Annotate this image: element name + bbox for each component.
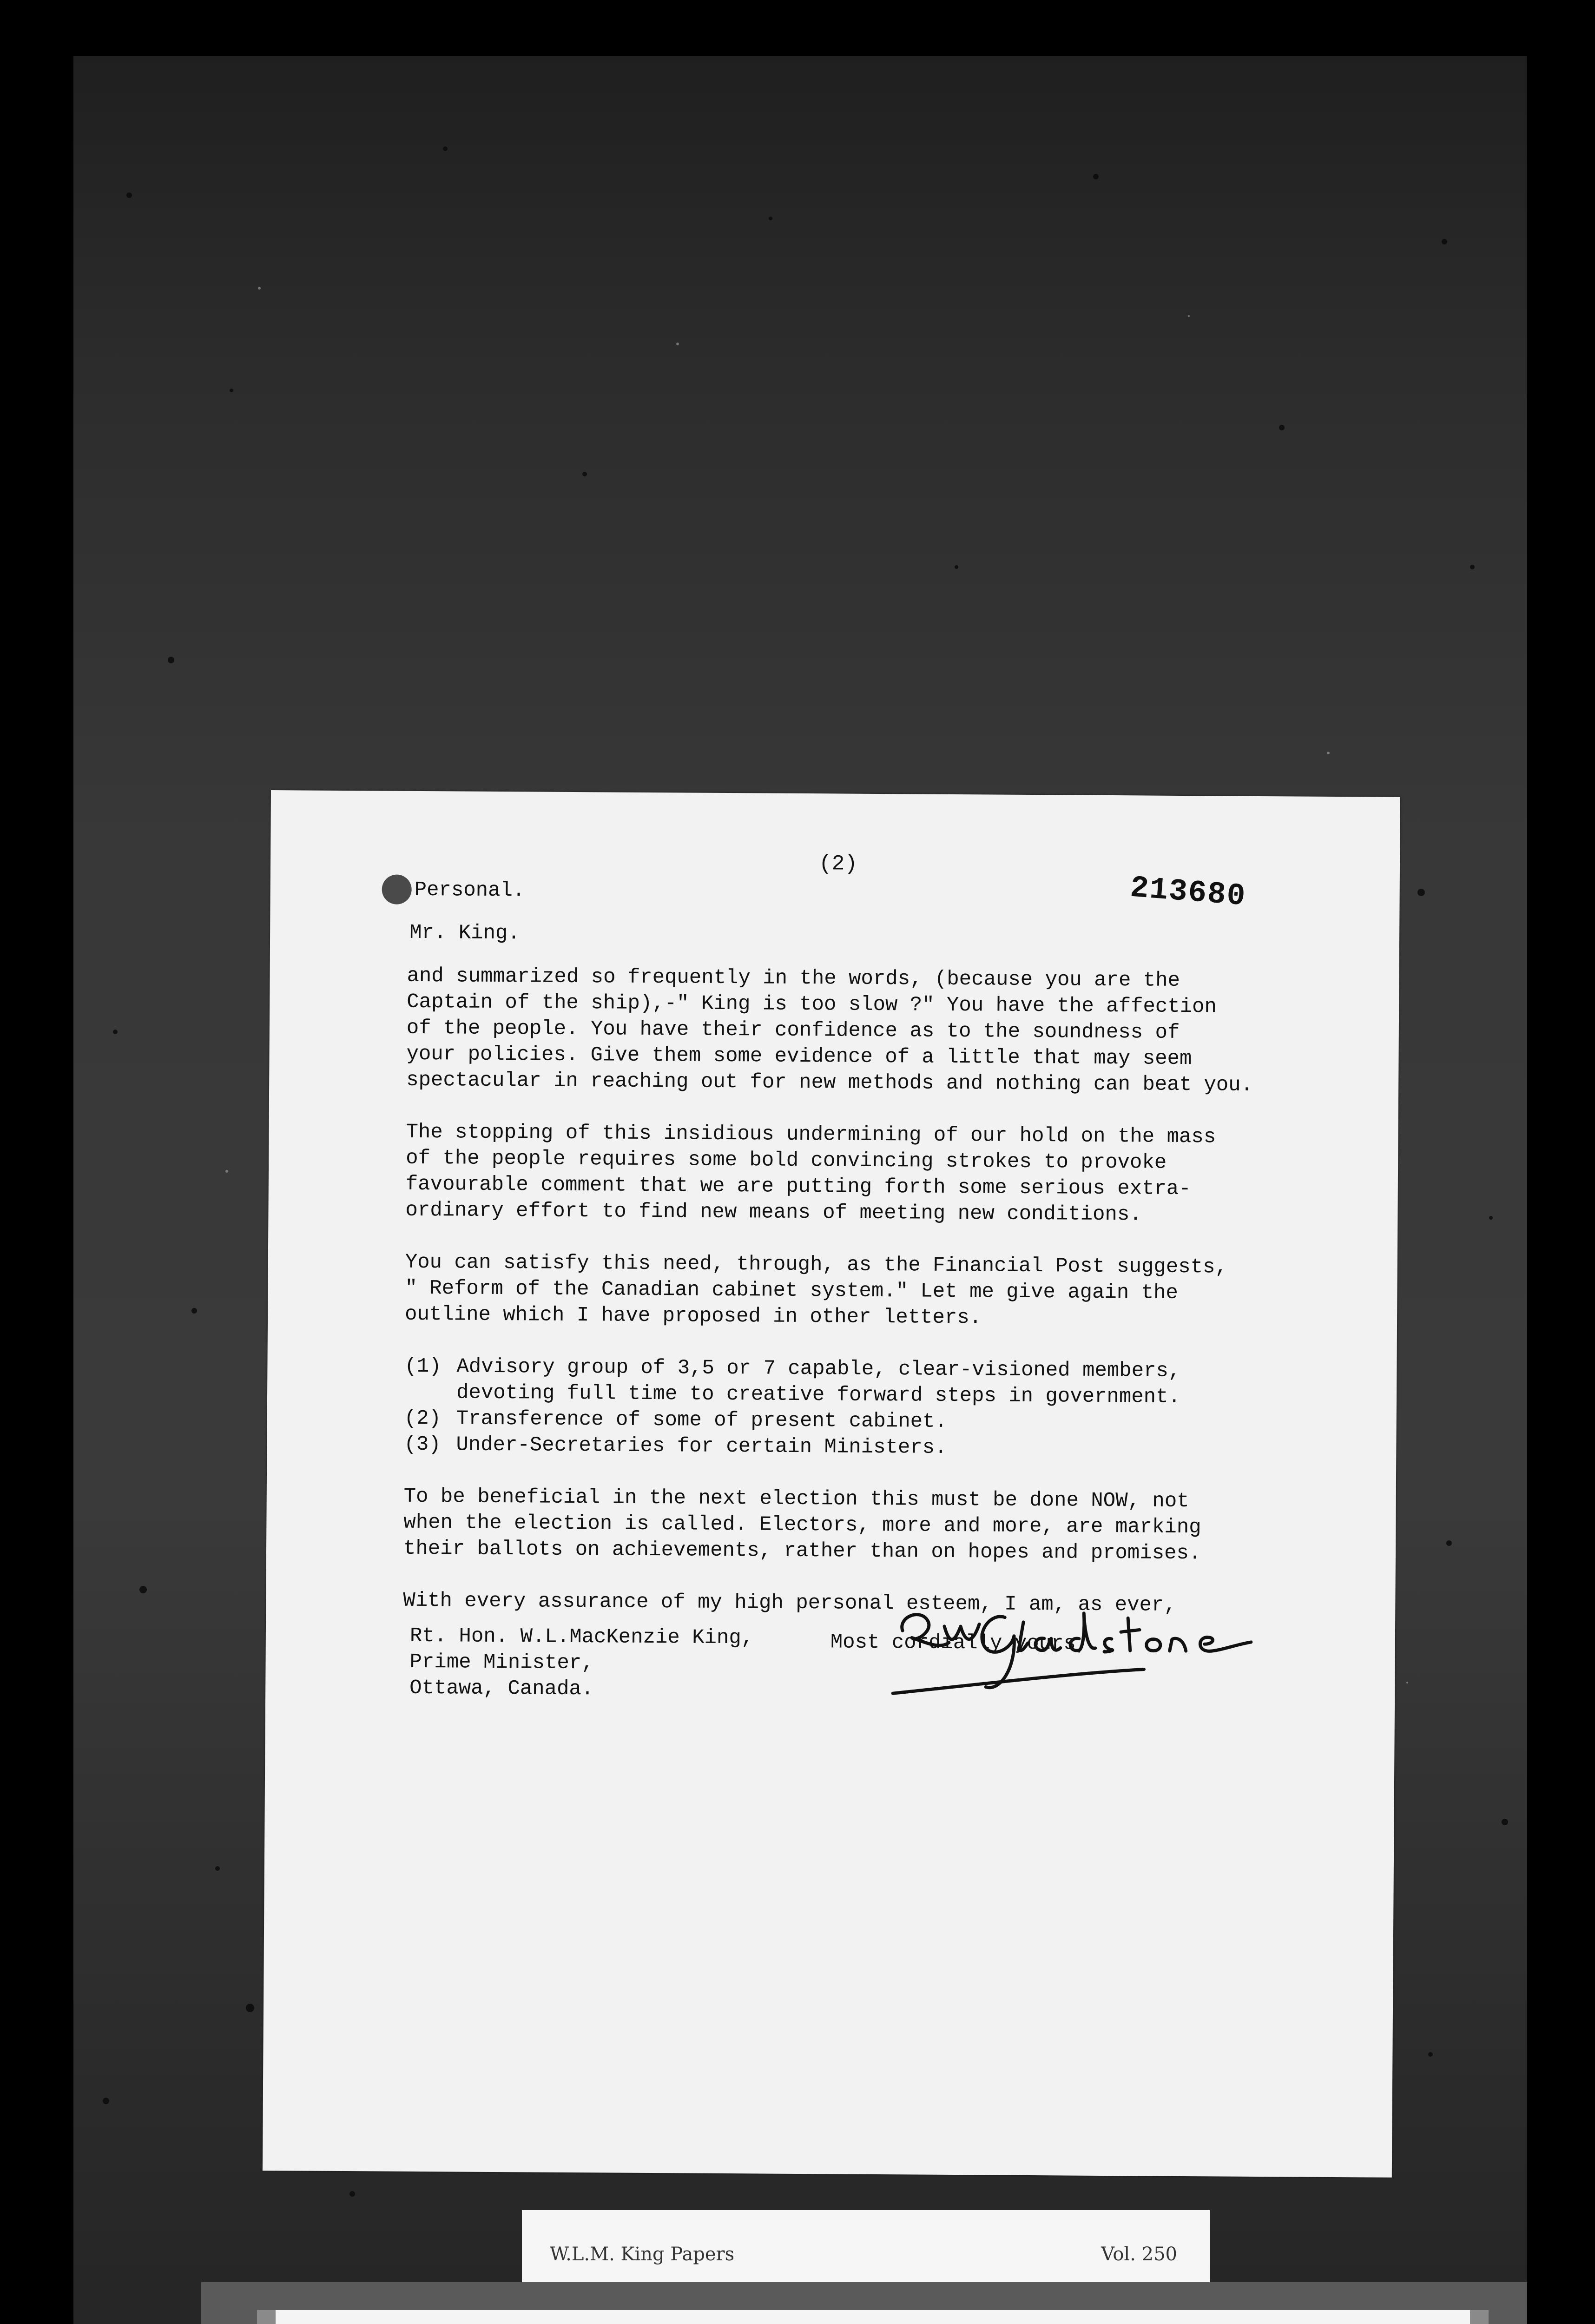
list-item-number: (3) xyxy=(404,1433,441,1457)
microfilm-mount-background xyxy=(73,56,1527,2324)
address-line: Ottawa, Canada. xyxy=(409,1676,594,1701)
card-edge-left xyxy=(257,2310,276,2324)
page-number: (2) xyxy=(818,852,858,876)
volume-number: Vol. 250 xyxy=(1101,2244,1177,2265)
proposal-list xyxy=(404,1353,1390,1464)
archive-card xyxy=(257,2310,1489,2324)
personal-marking: Personal. xyxy=(414,878,525,903)
closing-line: Most cordially yours, xyxy=(830,1631,1088,1656)
punch-hole xyxy=(382,874,412,904)
letter-body xyxy=(403,963,1392,1659)
archive-card-frame xyxy=(201,2282,1527,2324)
letter-page xyxy=(263,790,1400,2178)
salutation: Mr. King. xyxy=(409,921,520,945)
list-item-number: (1) xyxy=(404,1354,442,1379)
handwritten-signature xyxy=(883,1598,1265,1707)
list-item-text: Transference of some of present cabinet. xyxy=(456,1407,948,1433)
address-line: Prime Minister, xyxy=(409,1650,594,1675)
list-item-number: (2) xyxy=(404,1406,442,1431)
assurance-line: With every assurance of my high personal esteem, I am, as ever, xyxy=(403,1589,1176,1617)
recipient-address xyxy=(409,1623,753,1703)
list-item xyxy=(404,1353,1390,1412)
card-edge-right xyxy=(1470,2310,1489,2324)
address-line: Rt. Hon. W.L.MacKenzie King, xyxy=(409,1624,754,1650)
paragraph: To be beneficial in the next election this must be done NOW, not when the election is called. Electors, more and more, are marking their ballots on achievements, rather than on hopes and promises. xyxy=(403,1485,1201,1565)
paragraph: The stopping of this insidious undermining of our hold on the mass of the people requires some bold convincing strokes to provoke favourable comment that we are putting forth some serious extra- ordinary effort to find new means of meeting new conditions. xyxy=(405,1120,1216,1227)
paragraph: and summarized so frequently in the words, (because you are the Captain of the ship),-" King is too slow ?" You have the affection of the people. You have their confidence as to the soundness of your policies. Give them some evidence of a little that may seem spectacular in reaching out for new methods and nothing can beat you. xyxy=(406,964,1253,1097)
list-item xyxy=(404,1432,1389,1464)
list-item-text: Advisory group of 3,5 or 7 capable, clear-visioned members, devoting full time to creative forward steps in government. xyxy=(456,1355,1181,1409)
paragraph: You can satisfy this need, through, as the Financial Post suggests, " Reform of the Canadian cabinet system." Let me give again the outline which I have proposed in other letters. xyxy=(404,1250,1228,1330)
list-item-text: Under-Secretaries for certain Ministers. xyxy=(456,1433,947,1459)
collection-name: W.L.M. King Papers xyxy=(550,2244,735,2265)
document-number-stamp: 213680 xyxy=(1129,870,1247,914)
